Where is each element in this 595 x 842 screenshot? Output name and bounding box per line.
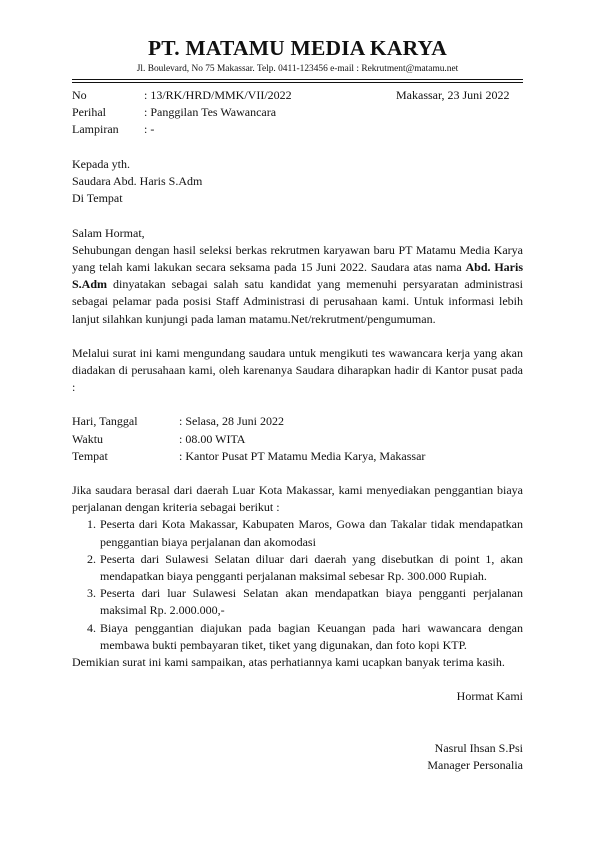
lampiran-value: : - — [144, 122, 155, 137]
meta-row-perihal — [72, 104, 523, 121]
signer-name: Nasrul Ihsan S.Psi — [434, 740, 523, 755]
list-item: 2. Peserta dari Sulawesi Selatan diluar dari daerah yang disebutkan di point 1, akan mendapatkan biaya pengganti perjalanan maksimal sebesar Rp. 300.000 Rupiah. — [87, 551, 523, 584]
salutation: Salam Hormat, — [72, 225, 145, 240]
perihal-value: : Panggilan Tes Wawancara — [144, 105, 277, 120]
company-address: Jl. Boulevard, No 75 Makassar. Telp. 0411-123456 e-mail : Rekrutment@matamu.net — [136, 64, 459, 74]
recipient-name: Saudara Abd. Haris S.Adm — [72, 174, 203, 188]
schedule-row-place — [72, 448, 523, 465]
letter-date: Makassar, 23 Juni 2022 — [396, 88, 510, 102]
paragraph-intro: Sehubungan dengan hasil seleksi berkas rekrutmen karyawan baru PT Matamu Media Karya yang telah kami lakukan secara seksama pada 15 Juni 2022. Saudara atas nama Abd. Haris S.Adm dinyatakan sebagai salah satu kandidat yang memenuhi persyaratan administrasi sebagai pelamar pada posisi Staff Administrasi di perusahaan kami. Untuk informasi lebih lanjut silahkan kunjungi pada laman matamu.Net/rekrutment/pengumuman. — [72, 242, 523, 326]
schedule-value: : 08.00 WITA — [179, 431, 246, 446]
list-item: 1. Peserta dari Kota Makassar, Kabupaten Maros, Gowa dan Takalar tidak mendapatkan penggantian biaya perjalanan dan akomodasi — [87, 517, 523, 549]
schedule-label: Hari, Tanggal — [72, 414, 138, 429]
paragraph-invitation: Melalui surat ini kami mengundang saudara untuk mengikuti tes wawancara kerja yang akan diadakan di perusahaan kami, oleh karenanya Saudara diharapkan hadir di Kantor pusat pada : — [72, 345, 523, 395]
list-item: 4. Biaya penggantian diajukan pada bagian Keuangan pada hari wawancara dengan membawa bukti pembayaran tiket, tiket yang digunakan, dan foto kopi KTP. — [87, 620, 523, 652]
letterhead-rule-thin — [72, 82, 523, 83]
schedule-row-date — [72, 413, 523, 430]
lampiran-label: Lampiran — [72, 122, 119, 137]
meta-row-lampiran — [72, 121, 523, 138]
letter-content — [72, 87, 523, 774]
schedule-label: Waktu — [72, 431, 104, 446]
no-value: : 13/RK/HRD/MMK/VII/2022 — [144, 88, 292, 102]
regards: Hormat Kami — [456, 689, 523, 704]
letterhead-rule-thick — [72, 79, 523, 80]
signer-title: Manager Personalia — [427, 758, 523, 773]
criteria-list — [72, 516, 523, 654]
no-label: No — [72, 88, 87, 102]
paragraph-reimbursement: Jika saudara berasal dari daerah Luar Kota Makassar, kami menyediakan penggantian biaya perjalanan dengan kriteria sebagai berikut : — [72, 483, 523, 515]
company-name: PT. MATAMU MEDIA KARYA — [147, 36, 448, 60]
candidate-name: Abd. Haris S.Adm — [72, 260, 523, 292]
recipient-place: Di Tempat — [72, 191, 123, 206]
schedule-label: Tempat — [72, 448, 108, 463]
list-item: 3. Peserta dari luar Sulawesi Selatan akan mendapatkan biaya pengganti perjalanan maksimal Rp. 2.000.000,- — [87, 586, 523, 618]
schedule-value: : Kantor Pusat PT Matamu Media Karya, Makassar — [179, 448, 426, 463]
meta-row-no — [72, 87, 523, 104]
letterhead — [0, 36, 595, 75]
recipient-line-1: Kepada yth. — [72, 156, 130, 171]
closing-sentence: Demikian surat ini kami sampaikan, atas perhatiannya kami ucapkan banyak terima kasih. — [72, 655, 505, 670]
schedule-value: : Selasa, 28 Juni 2022 — [179, 414, 284, 429]
schedule-row-time — [72, 431, 523, 448]
perihal-label: Perihal — [72, 105, 106, 120]
